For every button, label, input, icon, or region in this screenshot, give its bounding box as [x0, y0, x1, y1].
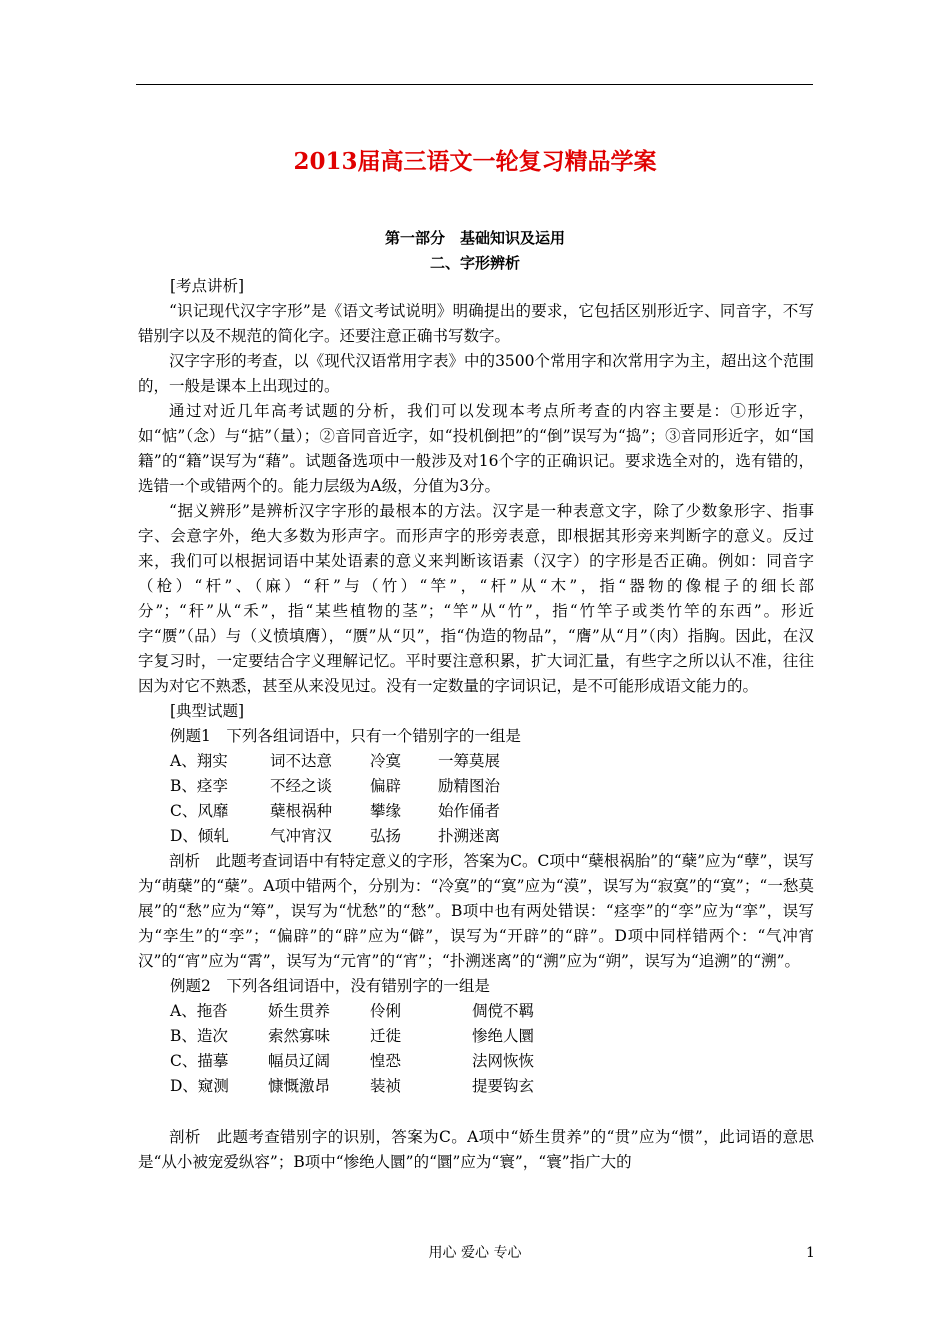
- option-cell: 倜傥不羁: [472, 1002, 535, 1020]
- option-row: [138, 999, 814, 1024]
- option-cell: 励精图治: [438, 777, 501, 795]
- option-cell: 装祯: [370, 1077, 402, 1095]
- option-row: [138, 1074, 814, 1099]
- option-cell: 惨绝人圜: [472, 1027, 535, 1045]
- paragraph: 通过对近几年高考试题的分析，我们可以发现本考点所考查的内容主要是：①形近字，如“惦”（念）与“掂”（量）；②音同音近字，如“投机倒把”的“倒”误写为“捣”；③音同形近字，如“国籍”的“籍”误写为“藉”。试题备选项中一般涉及对16个字的正确识记。要求选全对的，选有错的，选错一个或错两个的。能力层级为A级，分值为3分。: [138, 402, 814, 495]
- option-cell: 提要钩玄: [472, 1077, 535, 1095]
- option-row: [138, 824, 814, 849]
- example2-question: 例题2 下列各组词语中，没有错别字的一组是: [170, 977, 490, 995]
- option-cell: 扑溯迷离: [438, 827, 501, 845]
- option-row: [138, 799, 814, 824]
- option-cell: C、描摹: [170, 1052, 229, 1070]
- option-cell: 迁徙: [370, 1027, 402, 1045]
- example1-analysis: 剖析 此题考查词语中有特定意义的字形，答案为C。C项中“蘖根祸胎”的“蘖”应为“孽”，误写为“萌蘖”的“蘖”。A项中错两个，分别为：“冷寞”的“寞”应为“漠”，误写为“寂寞”的“寞”；“一愁莫展”的“愁”应为“筹”，误写为“忧愁”的“愁”。B项中也有两处错误：“痉孪”的“孪”应为“挛”，误写为“孪生”的“孪”；“偏辟”的“辟”应为“僻”，误写为“开辟”的“辟”。D项中同样错两个：“气冲宵汉”的“宵”应为“霄”，误写为“元宵”的“宵”；“扑溯迷离”的“溯”应为“朔”，误写为“追溯”的“溯”。: [138, 852, 814, 970]
- option-row: [138, 1049, 814, 1074]
- footer-text: 用心 爱心 专心: [428, 1245, 522, 1261]
- option-cell: A、翔实: [170, 752, 228, 770]
- option-cell: 弘扬: [370, 827, 402, 845]
- option-row: [138, 749, 814, 774]
- option-cell: 一筹莫展: [438, 752, 501, 770]
- document-body: [138, 274, 814, 1175]
- paragraph: “识记现代汉字字形”是《语文考试说明》明确提出的要求，它包括区别形近字、同音字，不写错别字以及不规范的简化字。还要注意正确书写数字。: [138, 302, 814, 345]
- option-cell: A、拖沓: [170, 1002, 228, 1020]
- page-number: 1: [806, 1245, 815, 1261]
- option-cell: 攀缘: [370, 802, 402, 820]
- option-cell: 娇生贯养: [268, 1002, 331, 1020]
- option-cell: D、倾轧: [170, 827, 229, 845]
- option-cell: 不经之谈: [270, 777, 333, 795]
- section-title: 二、字形辨析: [429, 254, 520, 272]
- option-cell: B、痉孪: [170, 777, 228, 795]
- paragraph: 汉字字形的考查，以《现代汉语常用字表》中的3500个常用字和次常用字为主，超出这个范围的，一般是课本上出现过的。: [138, 352, 814, 395]
- option-cell: 索然寡味: [268, 1027, 331, 1045]
- part-title: 第一部分 基础知识及运用: [384, 229, 565, 247]
- option-cell: 伶俐: [370, 1002, 402, 1020]
- option-cell: 词不达意: [270, 752, 333, 770]
- document-title: 2013届高三语文一轮复习精品学案: [293, 148, 657, 175]
- option-row: [138, 774, 814, 799]
- option-cell: 法网恢恢: [472, 1052, 535, 1070]
- option-cell: 慷慨激昂: [268, 1077, 331, 1095]
- example1-question: 例题1 下列各组词语中，只有一个错别字的一组是: [170, 727, 521, 745]
- option-cell: 惶恐: [370, 1052, 402, 1070]
- option-cell: B、造次: [170, 1027, 228, 1045]
- option-cell: 偏辟: [370, 777, 402, 795]
- option-cell: 蘖根祸种: [270, 802, 333, 820]
- spacer: [138, 1099, 814, 1125]
- option-cell: 气冲宵汉: [270, 827, 333, 845]
- option-row: [138, 1024, 814, 1049]
- label-points: [考点讲析]: [170, 277, 245, 295]
- option-cell: 幅员辽阔: [268, 1052, 331, 1070]
- option-cell: C、风靡: [170, 802, 229, 820]
- header-rule: [136, 84, 813, 85]
- example2-analysis: 剖析 此题考查错别字的识别，答案为C。A项中“娇生贯养”的“贯”应为“惯”，此词语的意思是“从小被宠爱纵容”；B项中“惨绝人圜”的“圜”应为“寰”，“寰”指广大的: [138, 1128, 814, 1171]
- paragraph: “据义辨形”是辨析汉字字形的最根本的方法。汉字是一种表意文字，除了少数象形字、指事字、会意字外，绝大多数为形声字。而形声字的形旁表意，即根据其形旁来判断字的意义。反过来，我们可以根据词语中某处语素的意义来判断该语素（汉字）的字形是否正确。例如：同音字（枪）“杆”、（麻）“秆”与（竹）“竿”，“杆”从“木”，指“器物的像棍子的细长部分”；“秆”从“禾”，指“某些植物的茎”；“竿”从“竹”，指“竹竿子或类竹竿的东西”。形近字“赝”（品）与（义愤填膺），“赝”从“贝”，指“伪造的物品”，“膺”从“月”（肉）指胸。因此，在汉字复习时，一定要结合字义理解记忆。平时要注意积累，扩大词汇量，有些字之所以认不准，往往因为对它不熟悉，甚至从来没见过。没有一定数量的字词识记，是不可能形成语文能力的。: [138, 502, 814, 695]
- option-cell: 冷寞: [370, 752, 402, 770]
- label-examples: [典型试题]: [170, 702, 245, 720]
- option-cell: D、窥测: [170, 1077, 229, 1095]
- option-cell: 始作俑者: [438, 802, 501, 820]
